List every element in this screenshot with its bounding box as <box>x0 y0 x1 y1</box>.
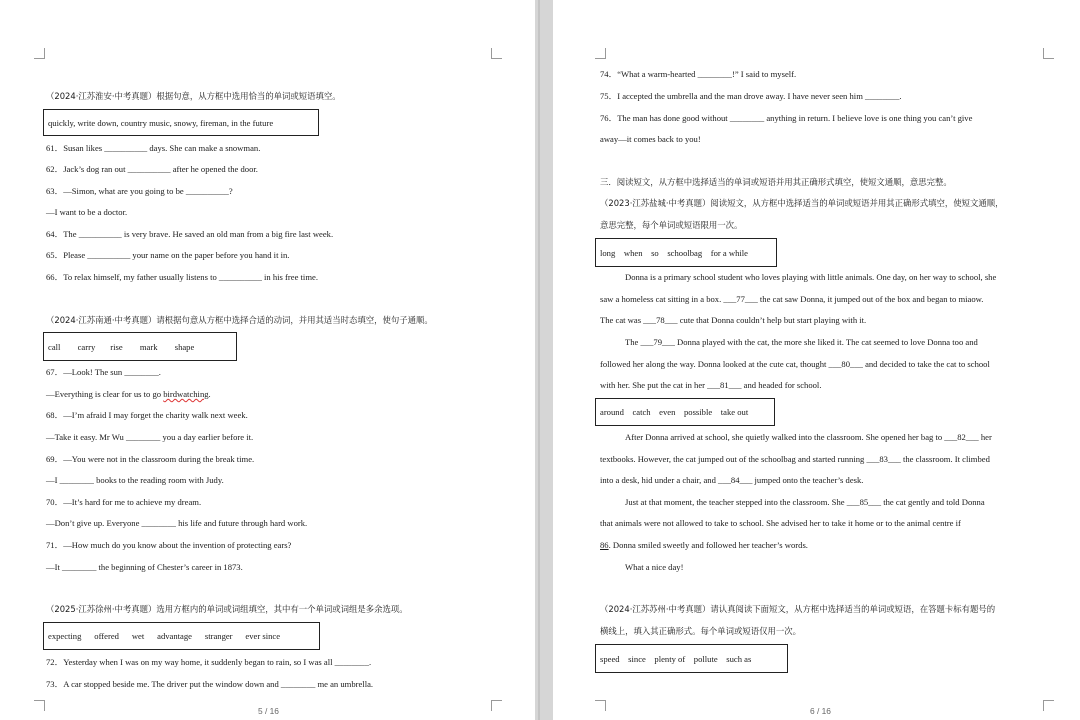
crop-mark <box>1043 700 1054 711</box>
page-edge <box>538 0 540 720</box>
page-number: 6 / 16 <box>810 706 831 716</box>
question-73: 73．A car stopped beside me. The driver put the window down and ________ me an umbrella. <box>46 679 374 689</box>
word-box: around catch even possible take out <box>595 398 775 426</box>
question-63: 63．—Simon, what are you going to be __________? <box>46 186 233 196</box>
question-69: 69．—You were not in the classroom during the break time. <box>46 454 255 464</box>
question-69-reply: —I ________ books to the reading room with Judy. <box>46 475 224 485</box>
crop-mark <box>491 700 502 711</box>
page-gutter <box>535 0 553 720</box>
word-box: call carry rise mark shape <box>43 332 237 361</box>
question-72: 72．Yesterday when I was on my way home, it suddenly began to rain, so I was all ________. <box>46 657 372 667</box>
passage-line: The cat was ___78___ cute that Donna couldn’t help but start playing with it. <box>600 315 867 325</box>
passage-line: followed her along the way. Donna looked at the cute cat, thought ___80___ and decided to take the cat to school <box>600 359 990 369</box>
section-header: （2024·江苏苏州·中考真题）请认真阅读下面短文，从方框中选择适当的单词或短语，在答题卡标有题号的 <box>600 604 996 614</box>
question-70: 70．—It’s hard for me to achieve my dream. <box>46 497 202 507</box>
passage-line: textbooks. However, the cat jumped out of the schoolbag and started running ___83___ the classroom. It climbed <box>600 454 990 464</box>
passage-line: into a desk, hid under a chair, and ___84___ jumped onto the teacher’s desk. <box>600 475 864 485</box>
passage-line: with her. She put the cat in her ___81___ and headed for school. <box>600 380 822 390</box>
document-page-5 <box>0 0 535 720</box>
section-header: （2024·江苏淮安·中考真题）根据句意，从方框中选用恰当的单词或短语填空。 <box>46 91 341 101</box>
crop-mark <box>595 48 606 59</box>
passage-text: . Donna smiled sweetly and followed her teacher’s words. <box>608 540 808 550</box>
passage-line: What a nice day! <box>625 562 684 572</box>
passage-line <box>600 540 808 551</box>
word-box: speed since plenty of pollute such as <box>595 644 788 673</box>
question-71-reply: —It ________ the beginning of Chester’s career in 1873. <box>46 562 243 572</box>
question-61: 61．Susan likes __________ days. She can make a snowman. <box>46 143 261 153</box>
blank-86: 86 <box>600 540 609 550</box>
passage-line: The ___79___ Donna played with the cat, the more she liked it. The cat seemed to love Donna too and <box>625 337 978 347</box>
crop-mark <box>34 48 45 59</box>
passage-line: that animals were not allowed to take to school. She advised her to take it home or to the animal centre if <box>600 518 961 528</box>
question-67-reply <box>46 389 211 400</box>
question-74: 74．“What a warm-hearted ________!” I said to myself. <box>600 69 797 79</box>
question-63-answer: —I want to be a doctor. <box>46 207 128 217</box>
document-page-6 <box>553 0 1080 720</box>
crop-mark <box>34 700 45 711</box>
question-65: 65．Please __________ your name on the paper before you hand it in. <box>46 250 290 260</box>
passage-line: Just at that moment, the teacher stepped into the classroom. She ___85___ the cat gently and told Donna <box>625 497 985 507</box>
crop-mark <box>595 700 606 711</box>
question-76-cont: away—it comes back to you! <box>600 134 701 144</box>
question-76: 76．The man has done good without ________ anything in return. I believe love is one thing you can’t give <box>600 113 973 123</box>
passage-line: saw a homeless cat sitting in a box. ___77___ the cat saw Donna, it jumped out of the box and began to miaow. <box>600 294 984 304</box>
reply-end: . <box>208 389 211 399</box>
question-67: 67．—Look! The sun ________. <box>46 367 161 377</box>
question-71: 71．—How much do you know about the invention of protecting ears? <box>46 540 292 550</box>
page-number: 5 / 16 <box>258 706 279 716</box>
word-box: quickly, write down, country music, snowy, fireman, in the future <box>43 109 319 136</box>
passage-line: Donna is a primary school student who loves playing with little animals. One day, on her way to school, she <box>625 272 997 282</box>
word-box: expecting offered wet advantage stranger ever since <box>43 622 320 650</box>
spellcheck-word: birdwatching <box>163 389 209 399</box>
question-68: 68．—I’m afraid I may forget the charity walk next week. <box>46 410 248 420</box>
word-box: long when so schoolbag for a while <box>595 238 777 267</box>
question-64: 64．The __________ is very brave. He saved an old man from a big fire last week. <box>46 229 334 239</box>
question-62: 62．Jack’s dog ran out __________ after he opened the door. <box>46 164 258 174</box>
question-66: 66．To relax himself, my father usually listens to __________ in his free time. <box>46 272 318 282</box>
section-title: 三．阅读短文，从方框中选择适当的单词或短语并用其正确形式填空，使短文通顺，意思完整。 <box>600 177 952 187</box>
question-70-reply: —Don’t give up. Everyone ________ his life and future through hard work. <box>46 518 308 528</box>
passage-line: After Donna arrived at school, she quietly walked into the classroom. She opened her bag to ___82___ her <box>625 432 992 442</box>
crop-mark <box>491 48 502 59</box>
section-header-cont: 横线上，填入其正确形式。每个单词或短语仅用一次。 <box>600 626 801 636</box>
section-header: （2024·江苏南通·中考真题）请根据句意从方框中选择合适的动词，并用其适当时态填空，使句子通顺。 <box>46 315 433 325</box>
question-75: 75．I accepted the umbrella and the man drove away. I have never seen him ________. <box>600 91 902 101</box>
crop-mark <box>1043 48 1054 59</box>
question-68-reply: —Take it easy. Mr Wu ________ you a day earlier before it. <box>46 432 254 442</box>
section-header: （2025·江苏徐州·中考真题）选用方框内的单词或词组填空，其中有一个单词或词组是多余选项。 <box>46 604 408 614</box>
section-header-cont: 意思完整，每个单词或短语限用一次。 <box>600 220 743 230</box>
reply-text: —Everything is clear for us to go <box>46 389 164 399</box>
section-header: （2023·江苏盐城·中考真题）阅读短文，从方框中选择适当的单词或短语并用其正确形式填空，使短文通顺， <box>600 198 1004 208</box>
